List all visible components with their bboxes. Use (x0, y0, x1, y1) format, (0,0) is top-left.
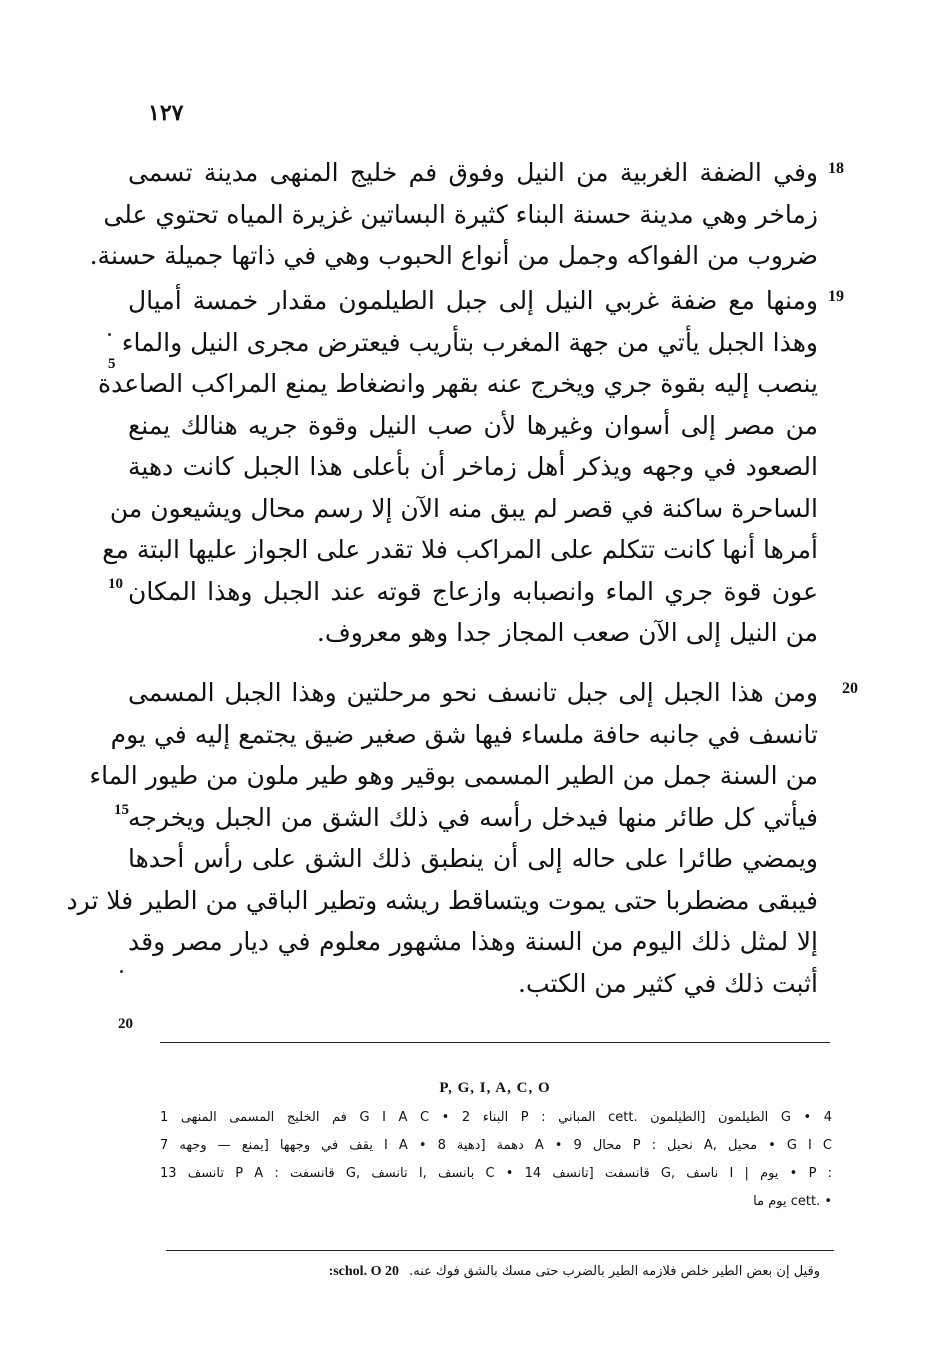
scholion-rule (166, 1250, 834, 1251)
apparatus-line: G I C • محيل ,A نحيل : P محال 9 • A دهمة [دهية 8 • I A يقف في وجهها [يمنع — وجهه 7 (160, 1138, 832, 1153)
text-line: الصعود في وجهه ويذكر أهل زماخر أن بأعلى هذا الجبل كانت دهية (128, 452, 818, 481)
text-line: ينصب إليه بقوة جري ويخرج عنه بقهر وانضغاط يمنع المراكب الصاعدة (98, 369, 818, 398)
text-line: من مصر إلى أسوان وغيرها لأن صب النيل وقوة جريه هنالك يمنع (128, 410, 818, 440)
footnote-rule (160, 1042, 830, 1043)
paragraph-text (89, 152, 818, 277)
text-line: زماخر وهي مدينة حسنة البناء كثيرة البساتين غزيرة المياه تحتوي على (103, 199, 818, 229)
apparatus-line: : P • يوم | I ناسف ,G قانسفت [تانسف 14 • C بانسف ,I تانسف ,G قانسفت : P A تانسف 13 (160, 1166, 832, 1181)
scan-speck (120, 970, 123, 973)
text-line: من السنة جمل من الطير المسمى بوقير وهو طير ملون من طيور الماء (89, 761, 818, 790)
text-line: ومن هذا الجبل إلى جبل تانسف نحو مرحلتين وهذا الجبل المسمى (128, 678, 818, 707)
margin-line-number: 15 (114, 802, 129, 818)
text-line: من النيل إلى الآن صعب المجاز جدا وهو معروف. (316, 618, 818, 647)
text-line: ضروب من الفواكه وجمل من أنواع الحبوب وهي في ذاتها جميلة حسنة. (89, 241, 818, 270)
scholion-text: وقيل إن بعض الطير خلص فلازمه الطير بالضرب حتى مسك بالشق فوك عنه. (409, 1264, 820, 1279)
text-line: إلا لمثل ذلك اليوم من السنة وهذا مشهور معلوم في ديار مصر وقد (128, 927, 818, 956)
text-line: ومنها مع ضفة غربي النيل إلى جبل الطيلمون مقدار خمسة أميال (128, 286, 818, 315)
paragraph-number: 19 (828, 288, 844, 305)
margin-line-number: 5 (108, 356, 116, 372)
page-number: ١٢٧ (148, 100, 184, 126)
margin-line-number: 20 (118, 1016, 133, 1032)
paragraph-number: 20 (842, 680, 858, 697)
scan-speck (108, 333, 111, 336)
text-line: فيأتي كل طائر منها فيدخل رأسه في ذلك الشق من الجبل ويخرجه (128, 802, 818, 832)
text-line: ويمضي طائرا على حاله إلى أن ينطبق ذلك الشق على رأس أحدها (128, 844, 818, 873)
text-line: تانسف في جانبه حافة ملساء فيها شق صغير ضيق يجتمع إليه في يوم (110, 719, 818, 749)
apparatus-line: G • 4 الطيلمون [الطيلمون .cett المباني : P البناء 2 • G I A C فم الخليج المسمى المنهى 1 (160, 1110, 833, 1125)
scholion (200, 1264, 820, 1280)
text-line: وهذا الجبل يأتي من جهة المغرب بتأريب فيعترض مجرى النيل والماء (121, 327, 818, 357)
text-line: وفي الضفة الغربية من النيل وفوق فم خليج المنهى مدينة تسمى (128, 158, 818, 187)
critical-apparatus (160, 1104, 832, 1216)
text-line: أثبت ذلك في كثير من الكتب. (518, 968, 818, 998)
apparatus-line: • .cett يوم ما (753, 1194, 832, 1209)
text-line: عون قوة جري الماء وانصبابه وازعاج قوته عند الجبل وهذا المكان (128, 576, 818, 606)
text-line: أمرها أنها كانت تتكلم على المراكب فلا تقدر على الجواز عليها البتة مع (102, 535, 818, 564)
text-line: فيبقى مضطربا حتى يموت ويتساقط ريشه وتطير الباقي من الطير فلا ترد (66, 885, 818, 915)
scholion-label: 20 schol. O: (328, 1264, 399, 1279)
paragraph-number: 18 (828, 160, 844, 177)
margin-line-number: 10 (108, 576, 123, 592)
text-line: الساحرة ساكنة في قصر لم يبق منه الآن إلا رسم محال ويشيعون من (109, 493, 818, 523)
witness-sigla: P, G, I, A, C, O (439, 1080, 551, 1096)
